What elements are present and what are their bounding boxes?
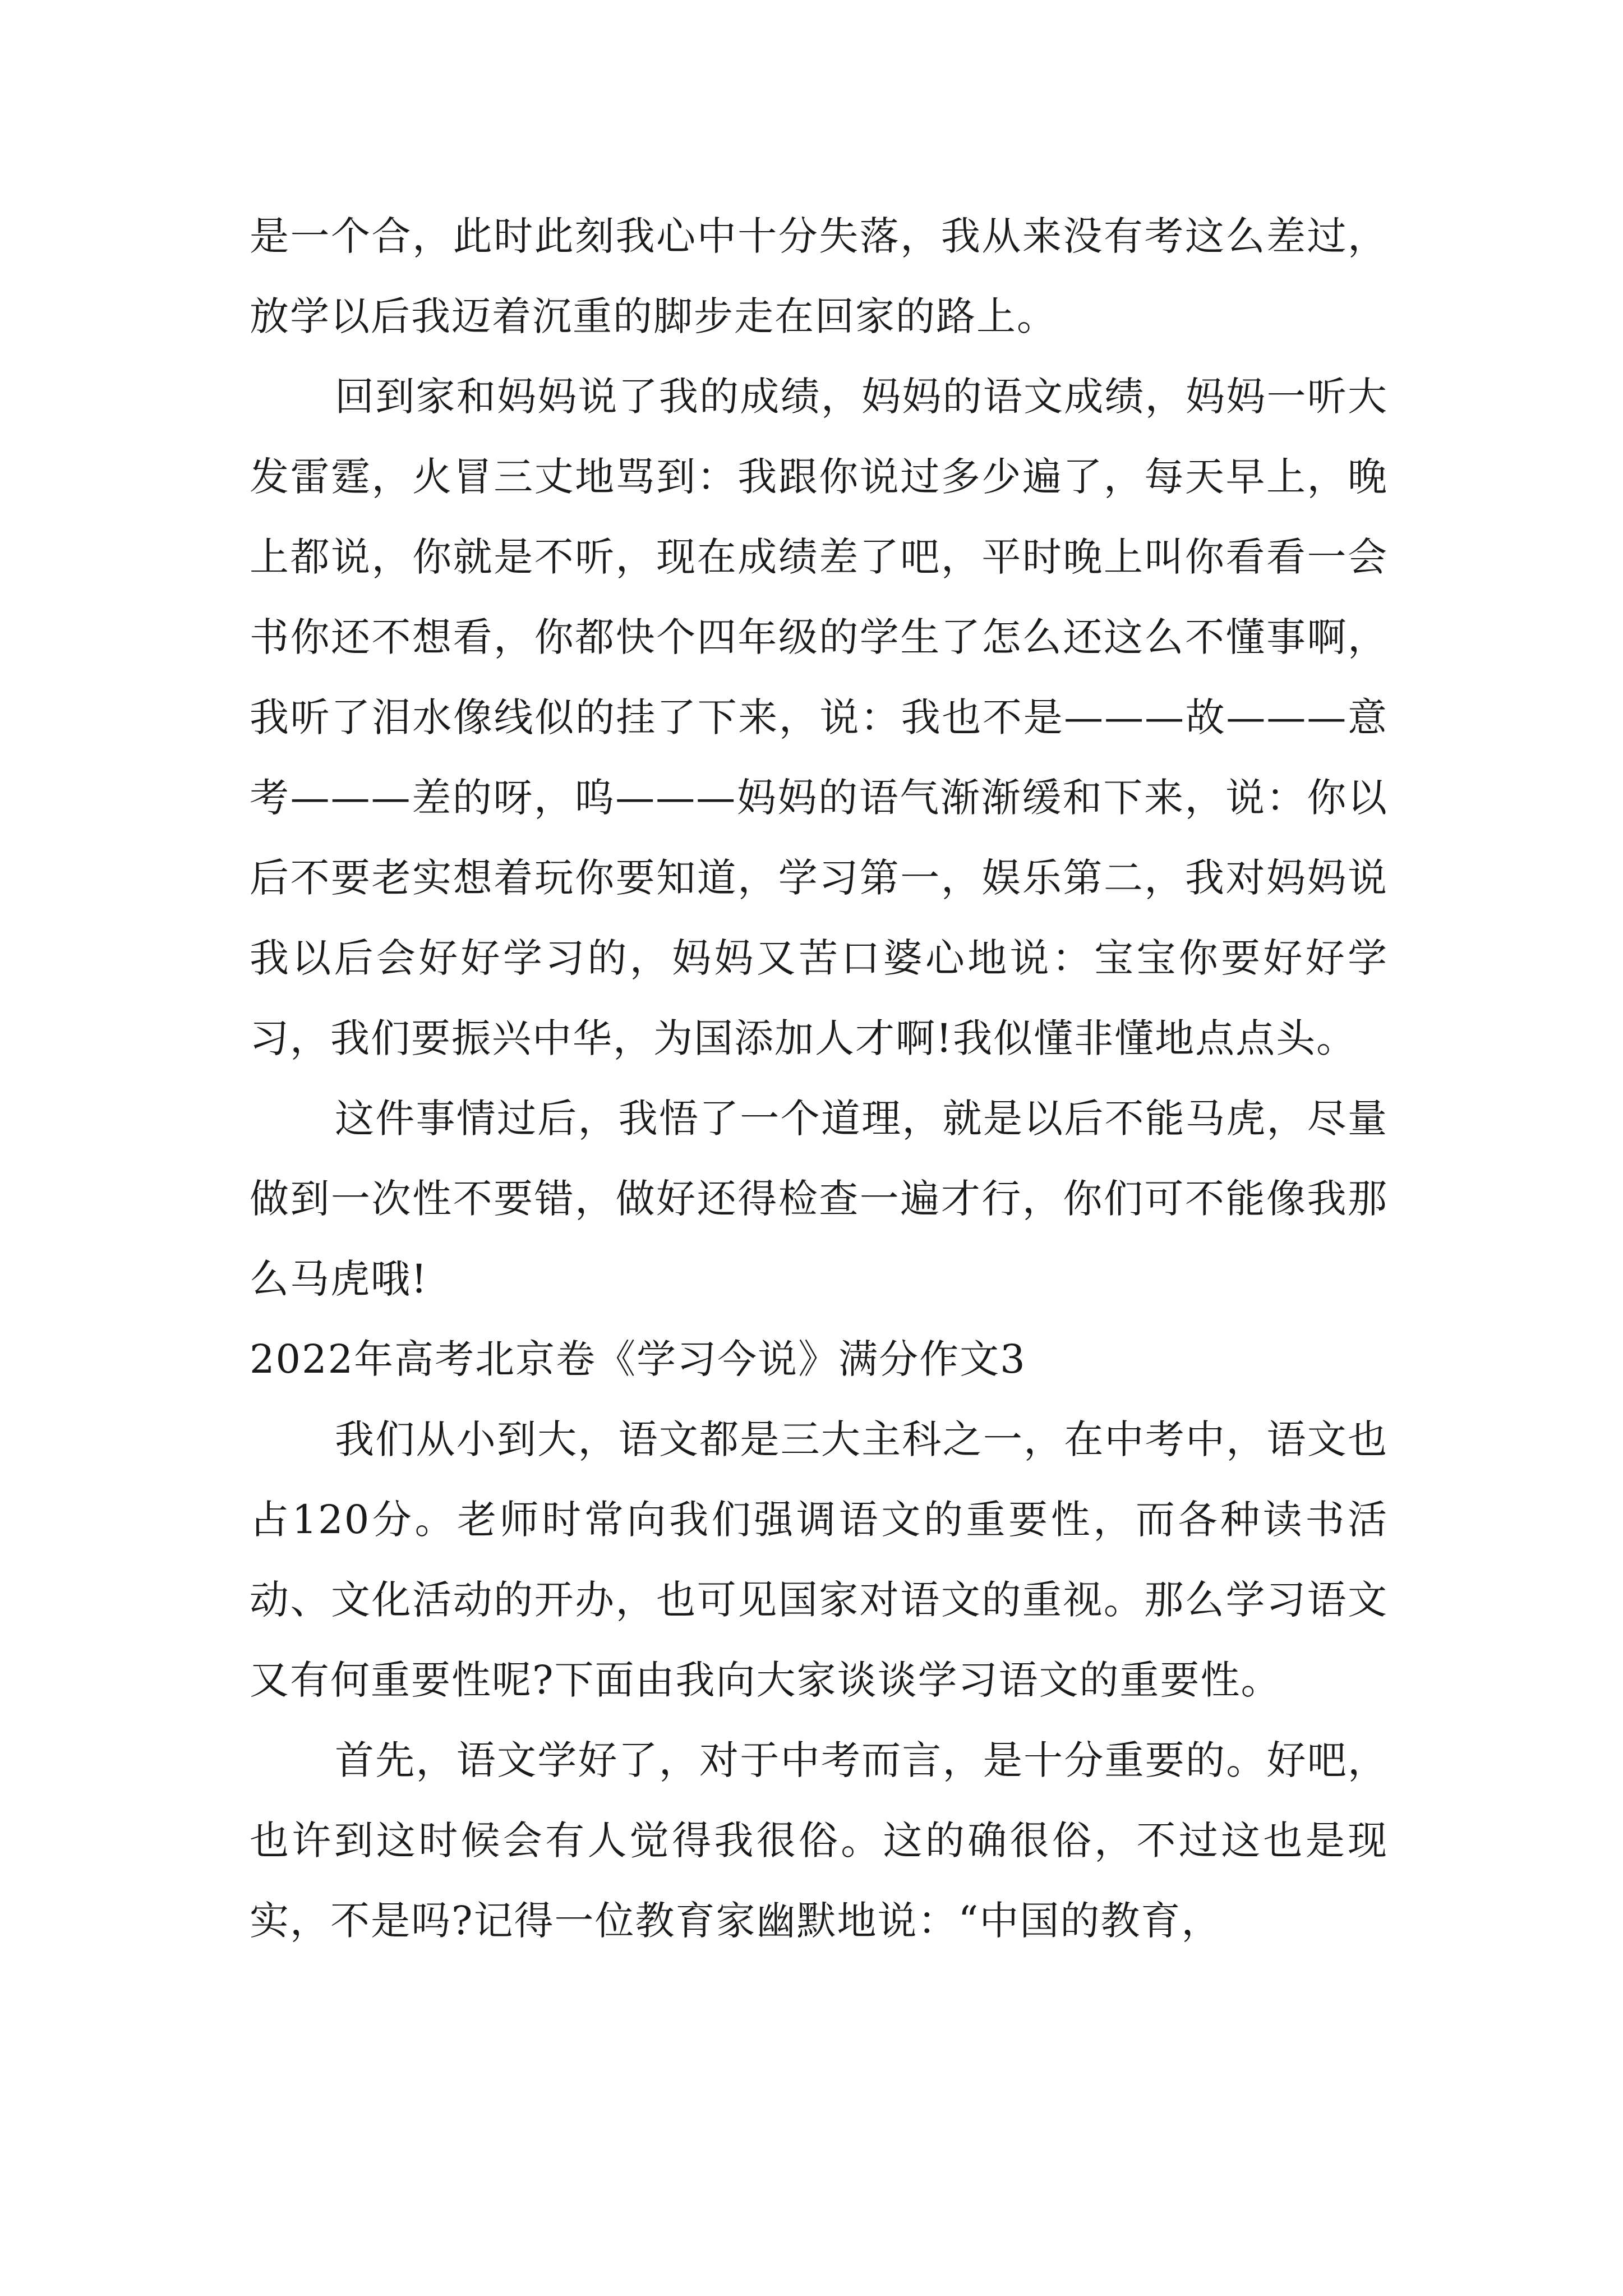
essay-title: 2022年高考北京卷《学习今说》满分作文3 xyxy=(250,1336,1026,1382)
paragraph-first-point: 首先，语文学好了，对于中考而言，是十分重要的。好吧，也许到这时候会有人觉得我很俗。这的确很俗，不过这也是现实，不是吗?记得一位教育家幽默地说：“中国的教育， xyxy=(250,1737,1388,1944)
paragraph-lesson: 这件事情过后，我悟了一个道理，就是以后不能马虎，尽量做到一次性不要错，做好还得检查一遍才行，你们可不能像我那么马虎哦! xyxy=(250,1096,1388,1302)
paragraph-intro: 我们从小到大，语文都是三大主科之一，在中考中，语文也占120分。老师时常向我们强调语文的重要性，而各种读书活动、文化活动的开办，也可见国家对语文的重视。那么学习语文又有何重要性呢?下面由我向大家谈谈学习语文的重要性。 xyxy=(250,1416,1388,1703)
paragraph-scolding: 回到家和妈妈说了我的成绩，妈妈的语文成绩，妈妈一听大发雷霆，火冒三丈地骂到：我跟你说过多少遍了，每天早上，晚上都说，你就是不听，现在成绩差了吧，平时晚上叫你看看一会书你还不想看，你都快个四年级的学生了怎么还这么不懂事啊，我听了泪水像线似的挂了下来，说：我也不是———故———意考———差的呀，呜———妈妈的语气渐渐缓和下来，说：你以后不要老实想着玩你要知道，学习第一，娱乐第二，我对妈妈说我以后会好好学习的，妈妈又苦口婆心地说：宝宝你要好好学习，我们要振兴中华，为国添加人才啊!我似懂非懂地点点头。 xyxy=(250,374,1388,1061)
paragraph-continuation: 是一个合，此时此刻我心中十分失落，我从来没有考这么差过，放学以后我迈着沉重的脚步走在回家的路上。 xyxy=(250,213,1388,339)
document-body xyxy=(250,196,1388,1961)
